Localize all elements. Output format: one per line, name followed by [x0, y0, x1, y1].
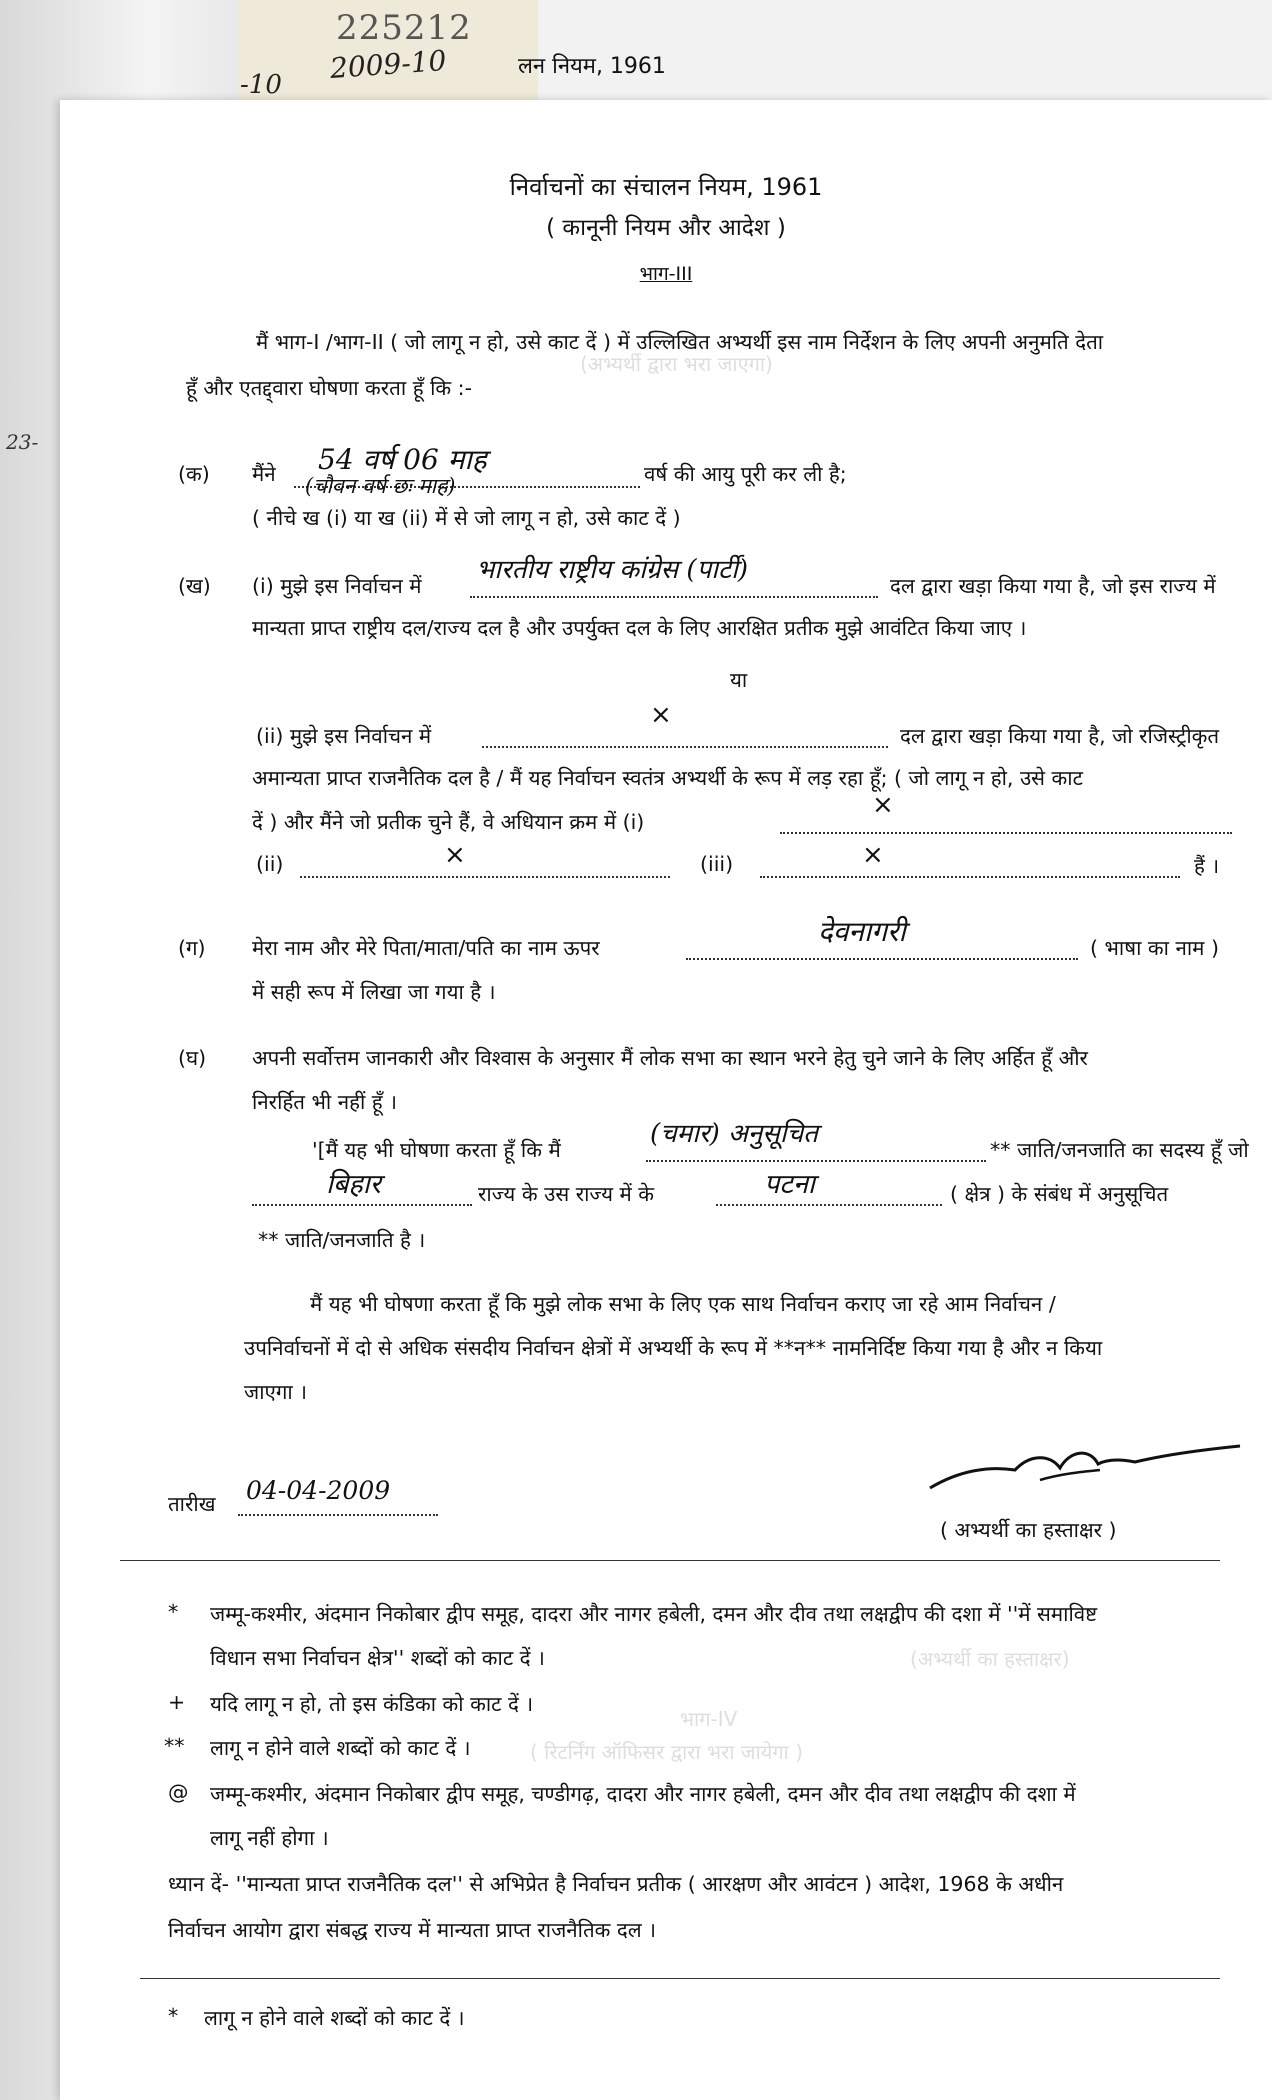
symbol-ii-label: (ii) — [256, 852, 284, 876]
item-kha-ii-post: दल द्वारा खड़ा किया गया है, जो रजिस्ट्रीकृत — [900, 724, 1220, 748]
caste-handwritten: (चमार) अनुसूचित — [650, 1119, 818, 1149]
item-ka-note: ( नीचे ख (i) या ख (ii) में से जो लागू न हो, उसे काट दें ) — [252, 506, 681, 530]
caste-line: ** जाति/जनजाति है । — [258, 1228, 426, 1252]
bottom-footnote-mark: * — [168, 2004, 179, 2028]
item-gha-line1: अपनी सर्वोत्तम जानकारी और विश्वास के अनुसार मैं लोक सभा का स्थान भरने हेतु चुने जाने के लिए अर्हित हूँ और — [252, 1046, 1088, 1070]
symbol-iii-label: (iii) — [700, 852, 734, 876]
form-subtitle: ( कानूनी नियम और आदेश ) — [546, 215, 786, 241]
bottom-footnote-text: लागू न होने वाले शब्दों को काट दें । — [204, 2006, 465, 2030]
date-label: तारीख — [168, 1492, 216, 1516]
state-dotted-line — [252, 1204, 472, 1206]
ghost-text-4: (अभ्यर्थी का हस्ताक्षर) — [910, 1647, 1070, 1671]
item-ga-pre: मेरा नाम और मेरे पिता/माता/पति का नाम ऊपर — [252, 936, 600, 960]
ghost-text-1: (अभ्यर्थी द्वारा भरा जाएगा) — [580, 352, 773, 376]
intro-line-1: मैं भाग-I /भाग-II ( जो लागू न हो, उसे काट दें ) में उल्लिखित अभ्यर्थी इस नाम निर्देशन के लिए अपनी अनुमति देता — [256, 330, 1104, 354]
form-title: निर्वाचनों का संचालन नियम, 1961 — [509, 173, 823, 201]
item-kha-label: (ख) — [178, 574, 211, 598]
margin-note: 23- — [6, 430, 39, 454]
declaration-line-3: जाएगा । — [244, 1380, 307, 1404]
cross-mark-symbol-i: × — [872, 790, 894, 820]
ghost-text-3: ( रिटर्निंग ऑफिसर द्वारा भरा जायेगा ) — [530, 1740, 804, 1764]
item-kha-i-pre: (i) मुझे इस निर्वाचन में — [252, 574, 422, 598]
candidate-signature — [920, 1440, 1250, 1500]
cross-mark-party: × — [650, 700, 672, 730]
footnote-4-line-1: जम्मू-कश्मीर, अंदमान निकोबार द्वीप समूह, चण्डीगढ़, दादरा और नागर हबेली, दमन और दीव तथा लक्षद्वीप की दशा में — [210, 1782, 1076, 1806]
form-sheet — [60, 100, 1272, 2100]
item-gha-label: (घ) — [178, 1046, 207, 1070]
caste-decl-post: ** जाति/जनजाति का सदस्य हूँ जो — [990, 1138, 1249, 1162]
stamp-handwritten: 2009-10 — [328, 43, 448, 86]
footnote-3-text: लागू न होने वाले शब्दों को काट दें । — [210, 1736, 471, 1760]
underlying-sheet-title: लन नियम, 1961 — [518, 54, 666, 79]
stamp-left-mark: -10 — [240, 70, 282, 100]
item-ka-post: वर्ष की आयु पूरी कर ली है; — [644, 462, 847, 486]
item-kha-ii-line3: दें ) और मैंने जो प्रतीक चुने हैं, वे अधियान क्रम में (i) — [252, 810, 645, 834]
symbol-i-dotted-line — [780, 832, 1232, 834]
footnote-2-mark: + — [168, 1690, 186, 1714]
declaration-line-1: मैं यह भी घोषणा करता हूँ कि मुझे लोक सभा के लिए एक साथ निर्वाचन कराए जा रहे आम निर्वाचन / — [310, 1292, 1056, 1316]
item-kha-i-line2: मान्यता प्राप्त राष्ट्रीय दल/राज्य दल है और उपर्युक्त दल के लिए आरक्षित प्रतीक मुझे आवंटित किया जाए । — [252, 616, 1027, 640]
part-heading: भाग-III — [639, 263, 693, 285]
age-handwritten: 54 वर्ष 06 माह — [318, 443, 487, 476]
item-kha-or: या — [730, 668, 748, 692]
separator-line — [120, 1560, 1220, 1561]
bottom-separator-line — [140, 1978, 1220, 1979]
footnote-4-mark: @ — [168, 1780, 189, 1804]
declaration-line-2: उपनिर्वाचनों में दो से अधिक संसदीय निर्वाचन क्षेत्रों में अभ्यर्थी के रूप में **न** नामनिर्दिष्ट किया गया है और न किया — [244, 1336, 1103, 1360]
item-kha-ii-pre: (ii) मुझे इस निर्वाचन में — [256, 724, 432, 748]
item-gha-line2: निरर्हित भी नहीं हूँ । — [252, 1090, 397, 1114]
ghost-text-2: भाग-IV — [680, 1707, 738, 1731]
cross-mark-symbol-iii: × — [862, 840, 884, 870]
date-value: 04-04-2009 — [246, 1476, 391, 1505]
item-ga-line2: में सही रूप में लिखा जा गया है । — [252, 980, 496, 1004]
footnote-1-line-1: जम्मू-कश्मीर, अंदमान निकोबार द्वीप समूह, दादरा और नागर हबेली, दमन और दीव तथा लक्षद्वीप की दशा में ''में समाविष्ट — [210, 1602, 1098, 1626]
note-line-1: ध्यान दें- ''मान्यता प्राप्त राजनैतिक दल'' से अभिप्रेत है निर्वाचन प्रतीक ( आरक्षण और आवंटन ) आदेश, 1968 के अधीन — [168, 1872, 1064, 1896]
state-mid-text: राज्य के उस राज्य में के — [478, 1182, 655, 1206]
footnote-1-mark: * — [168, 1600, 179, 1624]
intro-line-2: हूँ और एतद्द्वारा घोषणा करता हूँ कि :- — [186, 376, 472, 400]
area-dotted-line — [716, 1204, 942, 1206]
footnote-1-line-2: विधान सभा निर्वाचन क्षेत्र'' शब्दों को काट दें । — [210, 1646, 545, 1670]
footnote-2-text: यदि लागू न हो, तो इस कंडिका को काट दें । — [210, 1692, 534, 1716]
party-dotted-line — [470, 596, 878, 598]
item-ga-label: (ग) — [178, 936, 206, 960]
party-handwritten: भारतीय राष्ट्रीय कांग्रेस (पार्टी) — [476, 555, 749, 585]
item-kha-ii-line2: अमान्यता प्राप्त राजनैतिक दल है / मैं यह निर्वाचन स्वतंत्र अभ्यर्थी के रूप में लड़ रहा हूँ; ( जो लागू न हो, उसे काट — [252, 766, 1083, 790]
item-kha-i-post: दल द्वारा खड़ा किया गया है, जो इस राज्य में — [890, 574, 1216, 598]
item-ga-post: ( भाषा का नाम ) — [1090, 936, 1219, 960]
area-handwritten: पटना — [764, 1169, 815, 1200]
item-ka-label: (क) — [178, 462, 210, 486]
party-ii-dotted-line — [482, 746, 888, 748]
age-handwritten-words: (चौवन वर्ष छः माह) — [305, 474, 456, 498]
date-dotted-line — [238, 1514, 438, 1516]
footnote-3-mark: ** — [164, 1734, 185, 1758]
state-handwritten: बिहार — [326, 1169, 381, 1200]
footnote-4-line-2: लागू नहीं होगा । — [210, 1826, 329, 1850]
symbol-ii-dotted-line — [300, 876, 670, 878]
symbol-end: हैं । — [1194, 854, 1220, 878]
item-ka-pre: मैंने — [252, 462, 276, 486]
stamp-number: 225212 — [336, 8, 472, 48]
language-dotted-line — [686, 958, 1078, 960]
area-post-text: ( क्षेत्र ) के संबंध में अनुसूचित — [950, 1182, 1169, 1206]
symbol-iii-dotted-line — [760, 876, 1180, 878]
signature-label: ( अभ्यर्थी का हस्ताक्षर ) — [940, 1518, 1117, 1542]
caste-decl-pre: '[मैं यह भी घोषणा करता हूँ कि मैं — [312, 1138, 561, 1162]
language-handwritten: देवनागरी — [818, 915, 906, 948]
cross-mark-symbol-ii: × — [444, 840, 466, 870]
caste-dotted-line — [646, 1160, 986, 1162]
note-line-2: निर्वाचन आयोग द्वारा संबद्ध राज्य में मान्यता प्राप्त राजनैतिक दल । — [168, 1918, 656, 1942]
